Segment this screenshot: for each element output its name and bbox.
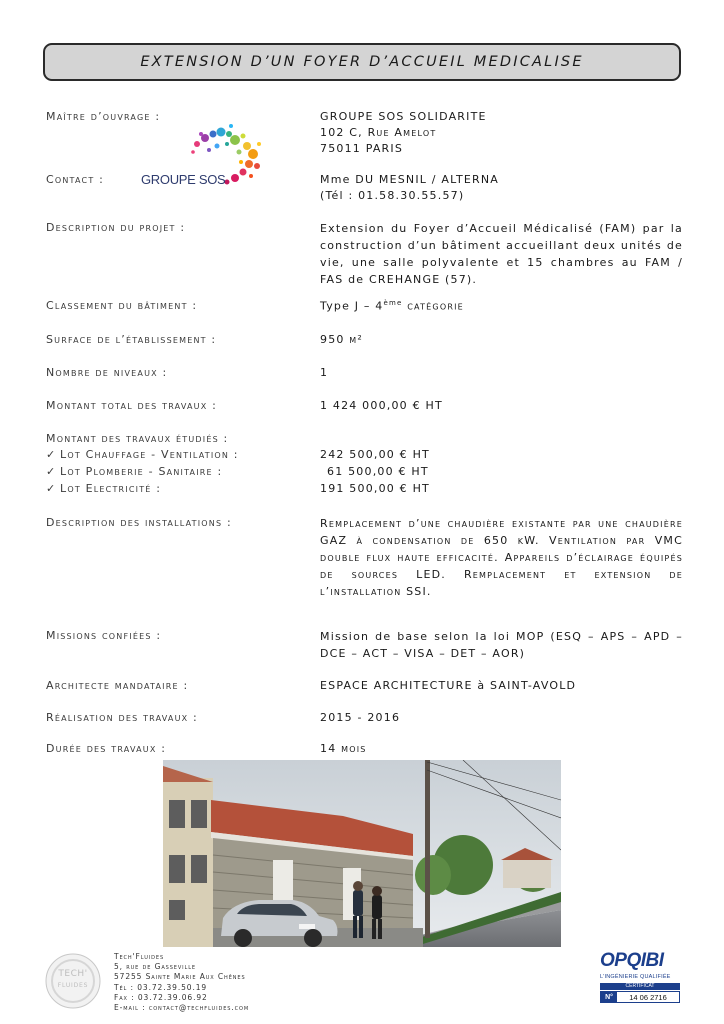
checkmark-icon: ✓ bbox=[46, 482, 57, 495]
lot-plomberie-label bbox=[46, 465, 222, 478]
techfluides-logo-icon bbox=[44, 952, 102, 1010]
title-box bbox=[43, 43, 681, 81]
classement-label: Classement du bâtiment : bbox=[46, 299, 198, 312]
maitre-ouvrage-line-1: GROUPE SOS SOLIDARITE bbox=[320, 110, 487, 123]
footer-email[interactable]: E-mail : contact@techfluides.com bbox=[114, 1003, 250, 1013]
missions-value: Mission de base selon la loi MOP (ESQ – APS – APD – DCE – ACT – VISA – DET – AOR) bbox=[320, 630, 683, 660]
realisation-value: 2015 - 2016 bbox=[320, 711, 401, 724]
page-title: EXTENSION D’UN FOYER D’ACCUEIL MEDICALISE bbox=[140, 54, 584, 70]
techfluides-logo-line-2: FLUIDES bbox=[57, 982, 89, 989]
description-label: Description du projet : bbox=[46, 221, 186, 234]
building-photo-illustration bbox=[163, 760, 561, 947]
techfluides-logo bbox=[44, 952, 102, 1010]
footer-address-2: 57255 Sainte Marie Aux Chênes bbox=[114, 972, 246, 982]
maitre-ouvrage-label: Maître d’ouvrage : bbox=[46, 110, 161, 123]
maitre-ouvrage-line-2: 102 C, Rue Amelot bbox=[320, 126, 437, 139]
opqibi-number: 14 06 2716 bbox=[629, 992, 667, 1002]
architecte-value: ESPACE ARCHITECTURE à SAINT-AVOLD bbox=[320, 679, 577, 692]
classement-prefix: Type J – 4 bbox=[320, 299, 384, 313]
footer-tel: Tél : 03.72.39.50.19 bbox=[114, 982, 208, 992]
contact-line-2: (Tél : 01.58.30.55.57) bbox=[320, 189, 465, 202]
classement-sup: ème bbox=[383, 299, 403, 307]
classement-suffix: catégorie bbox=[402, 299, 464, 313]
checkmark-icon: ✓ bbox=[46, 465, 57, 478]
opqibi-number-box bbox=[600, 991, 680, 1003]
missions-label: Missions confiées : bbox=[46, 629, 162, 642]
groupe-sos-logo-text: GROUPE SOS bbox=[141, 172, 226, 187]
lot-chauffage-label bbox=[46, 448, 239, 461]
lot-plomberie-value: 61 500,00 € HT bbox=[327, 465, 429, 478]
contact-label: Contact : bbox=[46, 173, 105, 186]
maitre-ouvrage-line-3: 75011 PARIS bbox=[320, 142, 404, 155]
architecte-label: Architecte mandataire : bbox=[46, 679, 189, 692]
contact-line-1: Mme DU MESNIL / ALTERNA bbox=[320, 173, 500, 186]
groupe-sos-logo bbox=[135, 122, 275, 194]
building-photo bbox=[163, 760, 561, 947]
surface-value: 950 m² bbox=[320, 333, 364, 346]
footer-address bbox=[114, 952, 249, 1013]
lot-electricite-value: 191 500,00 € HT bbox=[320, 482, 430, 495]
installations-value: Remplacement d’une chaudière existante par une chaudière GAZ à condensation de 650 kW. Ventilation par VMC double flux haute efficacité. Appareils d’éclairage équipés de sources LED. Remplacement et extension de l’installation SSI. bbox=[320, 517, 683, 598]
opqibi-certification bbox=[598, 950, 684, 1006]
lot-chauffage-value: 242 500,00 € HT bbox=[320, 448, 430, 461]
opqibi-subtitle: L'INGÉNIERIE QUALIFIÉE bbox=[600, 974, 671, 980]
realisation-label: Réalisation des travaux : bbox=[46, 711, 198, 724]
opqibi-certificat-bar: CERTIFICAT bbox=[600, 983, 680, 990]
niveaux-value: 1 bbox=[320, 366, 329, 379]
montant-total-label: Montant total des travaux : bbox=[46, 399, 217, 412]
opqibi-brand: OPQIBI bbox=[600, 950, 664, 971]
surface-label: Surface de l’établissement : bbox=[46, 333, 217, 346]
opqibi-n-label: N° bbox=[601, 992, 617, 1002]
footer-fax: Fax : 03.72.39.06.92 bbox=[114, 992, 208, 1002]
lot-electricite-text: Lot Electricité : bbox=[60, 482, 162, 495]
checkmark-icon: ✓ bbox=[46, 448, 57, 461]
lot-electricite-label bbox=[46, 482, 161, 495]
montant-etudies-label: Montant des travaux étudiés : bbox=[46, 432, 229, 445]
duree-value: 14 mois bbox=[320, 742, 367, 755]
techfluides-logo-line-1: TECH' bbox=[58, 969, 88, 979]
footer-company: Tech'Fluides bbox=[114, 952, 165, 961]
lot-plomberie-text: Lot Plomberie - Sanitaire : bbox=[60, 465, 223, 478]
niveaux-label: Nombre de niveaux : bbox=[46, 366, 168, 379]
installations-label: Description des installations : bbox=[46, 516, 232, 529]
lot-chauffage-text: Lot Chauffage - Ventilation : bbox=[60, 448, 239, 461]
duree-label: Durée des travaux : bbox=[46, 742, 167, 755]
footer-address-1: 5, rue de Gasseville bbox=[114, 962, 196, 972]
montant-total-value: 1 424 000,00 € HT bbox=[320, 399, 443, 412]
description-value: Extension du Foyer d’Accueil Médicalisé (FAM) par la construction d’un bâtiment accueillant deux unités de vie, une salle polyvalente et 15 chambres au FAM / FAS de CREHANGE (57). bbox=[320, 222, 683, 286]
classement-value bbox=[320, 299, 683, 313]
